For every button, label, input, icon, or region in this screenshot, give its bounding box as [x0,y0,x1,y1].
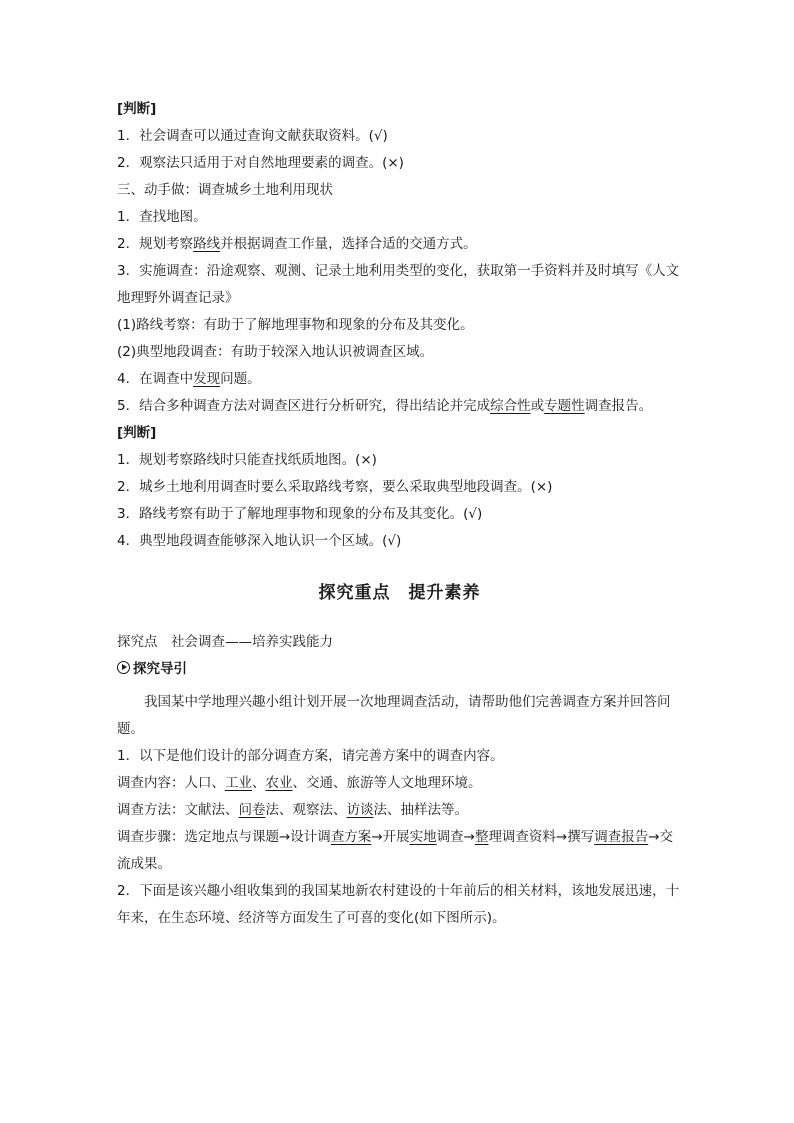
text-fragment: 、 [252,775,266,791]
fill-answer: 问卷 [238,802,266,818]
fill-answer: 访谈 [346,802,374,818]
play-circle-icon [117,661,130,674]
text-fragment: 2．规划考察 [117,236,194,252]
judge-tag: [判断] [117,425,157,441]
fill-answer: 实地 [409,829,437,845]
content-row [117,770,682,797]
step-item [117,366,682,393]
text-fragment: 调查报告。 [584,398,653,414]
method-row [117,797,682,824]
explore-point: 探究点 社会调查——培养实践能力 [117,634,333,650]
fill-answer: 路线 [193,236,221,252]
step-item [117,393,682,420]
fill-answer: 工业 [225,775,252,791]
text-fragment: 理调查资料→撰写 [488,829,595,845]
fill-answer: 调查报告 [594,829,649,845]
question: 2．下面是该兴趣小组收集到的我国某地新农村建设的十年前后的相关材料，该地发展迅速，十年来，在生态环境、经济等方面发生了可喜的变化(如下图所示)。 [117,883,680,926]
steps-row [117,824,682,878]
text-fragment: →交流成果。 [117,829,674,872]
fill-answer: 整 [474,829,489,845]
step-item [117,231,682,258]
text-fragment: 或 [530,398,545,414]
text-fragment: 问题。 [220,371,261,387]
fill-answer: 专题性 [544,398,585,414]
text-fragment: 调查步骤：选定地点与课题→设计调 [117,829,331,845]
judge-item: 1．社会调查可以通过查询文献获取资料。(√) [117,128,388,144]
sub-item: (1)路线考察：有助于了解地理事物和现象的分布及其变化。 [117,317,474,333]
fill-answer: 综合性 [490,398,531,414]
judge-item: 1．规划考察路线时只能查找纸质地图。(×) [117,452,377,468]
fill-answer: 查方案 [330,829,372,845]
question: 1．以下是他们设计的部分调查方案，请完善方案中的调查内容。 [117,748,504,764]
page-content [117,96,682,932]
judge-item: 4．典型地段调查能够深入地认识一个区域。(√) [117,533,402,549]
guide-label: 探究导引 [133,661,187,677]
text-fragment: 并根据调查工作量，选择合适的交通方式。 [220,236,477,252]
text-fragment: 法、抽样法等。 [373,802,468,818]
judge-item: 2．观察法只适用于对自然地理要素的调查。(×) [117,155,404,171]
guide-label-row [117,656,682,683]
text-fragment: 5．结合多种调查方法对调查区进行分析研究，得出结论并完成 [117,398,491,414]
fill-answer: 发现 [193,371,221,387]
judge-item: 3．路线考察有助于了解地理事物和现象的分布及其变化。(√) [117,506,483,522]
text-fragment: →开展 [371,829,410,845]
fill-answer: 农业 [265,775,293,791]
judge-item: 2．城乡土地利用调查时要么采取路线考察，要么采取典型地段调查。(×) [117,479,553,495]
intro-paragraph: 我国某中学地理兴趣小组计划开展一次地理调查活动，请帮助他们完善调查方案并回答问题。 [117,694,671,737]
section-title: 三、动手做：调查城乡土地利用现状 [117,182,333,198]
section-heading: 探究重点 提升素养 [318,583,481,603]
text-fragment: 调查内容：人口、 [117,775,225,791]
sub-item: (2)典型地段调查：有助于较深入地认识被调查区域。 [117,344,434,360]
text-fragment: 调查→ [436,829,475,845]
step-item: 3．实施调查：沿途观察、观测、记录土地利用类型的变化，获取第一手资料并及时填写《人文地理野外调查记录》 [117,263,680,306]
step-item: 1．查找地图。 [117,209,207,225]
text-fragment: 法、观察法、 [265,802,347,818]
text-fragment: 调查方法：文献法、 [117,802,239,818]
text-fragment: 4．在调查中 [117,371,194,387]
text-fragment: 、交通、旅游等人文地理环境。 [292,775,482,791]
judge-tag: [判断] [117,101,157,117]
